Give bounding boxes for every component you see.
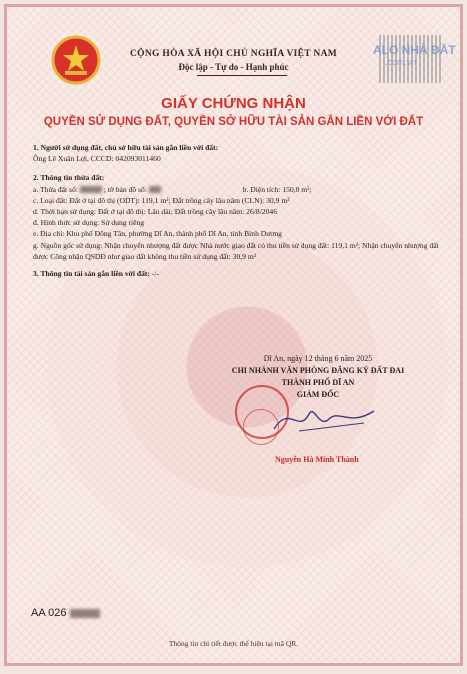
area-text: b. Diện tích: 150,0 m²; <box>242 184 312 194</box>
national-motto: Độc lập - Tự do - Hạnh phúc <box>178 62 289 72</box>
certificate-page <box>4 4 463 666</box>
section3-value: -/- <box>151 269 160 279</box>
certificate-title: GIẤY CHỨNG NHẬN <box>161 95 306 112</box>
redacted-parcel-number <box>80 186 102 193</box>
section3-heading: 3. Thông tin tài sản gắn liền với đất: <box>33 269 150 279</box>
handwritten-signature <box>269 399 379 439</box>
parcel-number-label: a. Thửa đất số: <box>33 184 78 194</box>
origin-line: g. Nguồn gốc sử dụng: Nhận chuyển nhượng đất được Nhà nước giao đất có thu tiền sử dụng đất: 119,1 m²; Nhận chuyển nhượng đất được Công nhận QSDĐ như giao đất không thu tiền sử dụng đất: 30,9 m² <box>33 240 439 261</box>
section3-line <box>33 268 453 279</box>
redacted-map-sheet <box>149 186 161 193</box>
serial-number <box>31 607 100 619</box>
redacted-serial <box>70 609 100 618</box>
nation-name: CỘNG HÒA XÃ HỘI CHỦ NGHĨA VIỆT NAM <box>130 49 337 59</box>
signer-name: Nguyễn Hà Minh Thành <box>275 455 359 464</box>
parcel-line <box>33 184 453 195</box>
signature-block <box>203 353 433 401</box>
issue-date: Dĩ An, ngày 12 tháng 6 năm 2025 <box>263 354 373 363</box>
address-line: e. Địa chỉ: Khu phố Đông Tân, phường Dĩ An, thành phố Dĩ An, tỉnh Bình Dương <box>33 229 282 239</box>
qr-footnote: Thông tin chi tiết được thể hiện tại mã QR. <box>168 639 299 648</box>
watermark-domain: .com.vn <box>385 57 417 67</box>
section1-heading: 1. Người sử dụng đất, chủ sở hữu tài sản gắn liền với đất: <box>33 143 219 152</box>
certificate-body <box>33 140 453 279</box>
section2-heading: 2. Thông tin thửa đất: <box>33 173 105 183</box>
owner-line: Ông Lê Xuân Lợi, CCCD: 042093011460 <box>33 154 161 164</box>
signer-role: GIÁM ĐỐC <box>296 390 340 399</box>
usage-form-line: đ. Hình thức sử dụng: Sử dụng riêng <box>33 218 145 228</box>
issuing-city: THÀNH PHỐ DĨ AN <box>281 378 355 387</box>
national-emblem-icon <box>51 35 101 85</box>
motto-underline <box>197 75 287 76</box>
usage-term-line: d. Thời hạn sử dụng: Đất ở tại đô thị: Lâu dài; Đất trồng cây lâu năm: 26/8/2046 <box>33 207 277 217</box>
serial-prefix: AA 026 <box>31 607 67 619</box>
map-sheet-label: ; tờ bản đồ số: <box>103 184 147 194</box>
land-type-line: c. Loại đất: Đất ở tại đô thị (ODT): 119,1 m²; Đất trồng cây lâu năm (CLN): 30,9 m² <box>33 195 290 205</box>
certificate-subtitle: QUYỀN SỬ DỤNG ĐẤT, QUYỀN SỞ HỮU TÀI SẢN GẮN LIỀN VỚI ĐẤT <box>43 116 424 128</box>
issuing-office: CHI NHÁNH VĂN PHÒNG ĐĂNG KÝ ĐẤT ĐAI <box>231 366 405 375</box>
watermark-brand: ALO NHÀ ĐẤT <box>373 43 456 57</box>
